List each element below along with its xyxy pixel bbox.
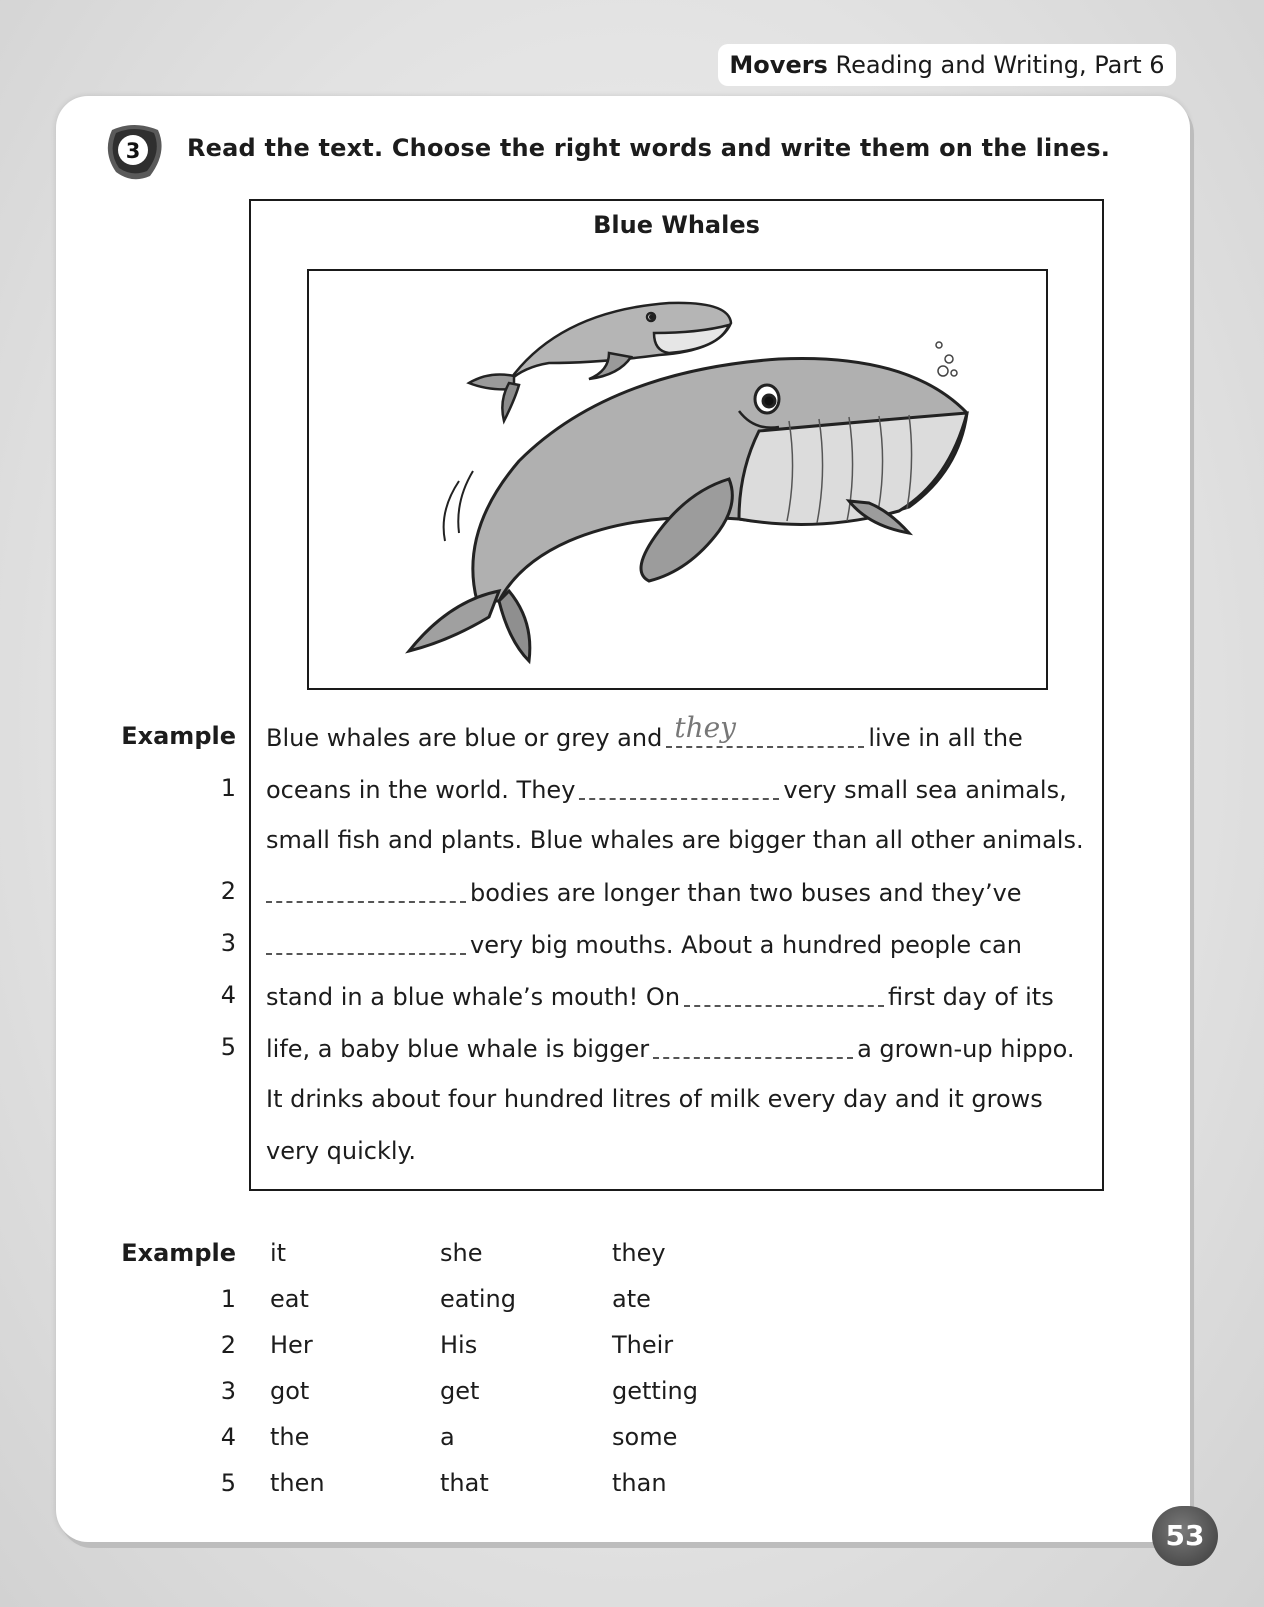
option-choice[interactable]: then: [270, 1469, 325, 1497]
story-row-label-example: Example: [121, 722, 236, 750]
option-choice[interactable]: Their: [612, 1331, 674, 1359]
task-number-badge-icon: [102, 122, 166, 182]
answer-blank-4[interactable]: [684, 981, 884, 1007]
header-tab: [718, 44, 1176, 86]
story-line-5: [266, 1033, 1074, 1063]
story-text: life, a baby blue whale is bigger: [266, 1035, 650, 1063]
options-label-4: 4: [220, 1423, 236, 1451]
story-text: live in all the: [868, 724, 1023, 752]
blue-whale-illustration: [309, 271, 1048, 690]
option-choice[interactable]: she: [440, 1239, 483, 1267]
story-text: very small sea animals,: [783, 776, 1067, 804]
options-label-1: 1: [220, 1285, 236, 1313]
task-instruction: Read the text. Choose the right words and write them on the lines.: [187, 134, 1111, 162]
option-choice[interactable]: got: [270, 1377, 310, 1405]
story-text: Blue whales are blue or grey and: [266, 724, 663, 752]
story-line-4: [266, 981, 1054, 1011]
option-choice[interactable]: that: [440, 1469, 489, 1497]
story-line-1: [266, 774, 1067, 804]
option-choice[interactable]: a: [440, 1423, 455, 1451]
story-text: first day of its: [888, 983, 1054, 1011]
story-row-label-5: 5: [220, 1033, 236, 1061]
option-choice[interactable]: eat: [270, 1285, 309, 1313]
adult-whale-icon: [409, 358, 967, 661]
option-choice[interactable]: get: [440, 1377, 480, 1405]
example-answer-line: [666, 711, 864, 748]
option-choice[interactable]: than: [612, 1469, 667, 1497]
story-text: oceans in the world. They: [266, 776, 576, 804]
header-section: Reading and Writing, Part 6: [835, 51, 1165, 79]
story-row-label-3: 3: [220, 929, 236, 957]
story-text: a grown-up hippo.: [857, 1035, 1075, 1063]
answer-blank-2[interactable]: [266, 877, 466, 903]
option-choice[interactable]: getting: [612, 1377, 698, 1405]
option-choice[interactable]: some: [612, 1423, 678, 1451]
story-line-2: [262, 877, 1022, 907]
option-choice[interactable]: ate: [612, 1285, 651, 1313]
story-title: Blue Whales: [593, 211, 760, 239]
story-line-example: [266, 711, 1023, 752]
header-series: Movers: [729, 51, 828, 79]
story-line-3: [262, 929, 1022, 959]
page-number: 53: [1152, 1506, 1218, 1566]
story-row-label-1: 1: [220, 774, 236, 802]
story-row-label-4: 4: [220, 981, 236, 1009]
option-choice[interactable]: eating: [440, 1285, 516, 1313]
option-choice[interactable]: they: [612, 1239, 666, 1267]
story-text: stand in a blue whale’s mouth! On: [266, 983, 681, 1011]
option-choice[interactable]: Her: [270, 1331, 313, 1359]
option-choice[interactable]: the: [270, 1423, 310, 1451]
options-label-example: Example: [121, 1239, 236, 1267]
options-label-5: 5: [220, 1469, 236, 1497]
story-text: bodies are longer than two buses and they’ve: [470, 879, 1022, 907]
story-line-text: It drinks about four hundred litres of milk every day and it grows: [266, 1085, 1043, 1113]
option-choice[interactable]: it: [270, 1239, 287, 1267]
task-number: 3: [125, 139, 141, 163]
answer-blank-5[interactable]: [653, 1033, 853, 1059]
whale-picture: [307, 269, 1048, 690]
answer-blank-3[interactable]: [266, 929, 466, 955]
bubbles-icon: [936, 342, 957, 376]
options-label-3: 3: [220, 1377, 236, 1405]
example-answer: they: [674, 711, 736, 744]
story-row-label-2: 2: [220, 877, 236, 905]
answer-blank-1[interactable]: [579, 774, 779, 800]
options-label-2: 2: [220, 1331, 236, 1359]
story-line-text: small fish and plants. Blue whales are bigger than all other animals.: [266, 826, 1084, 854]
story-line-text: very quickly.: [266, 1137, 416, 1165]
story-text: very big mouths. About a hundred people can: [470, 931, 1022, 959]
option-choice[interactable]: His: [440, 1331, 478, 1359]
